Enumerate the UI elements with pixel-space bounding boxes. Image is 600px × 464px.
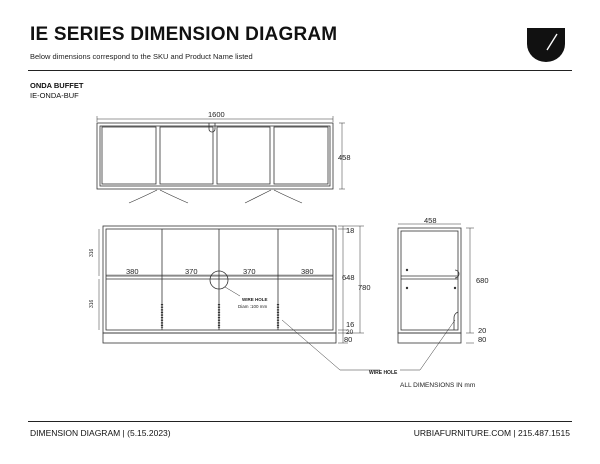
units-note: ALL DIMENSIONS IN mm [400,382,476,389]
wire-hole-side-label: WIRE HOLE [369,370,398,376]
dim-interior-height: 648 [342,273,355,282]
dim-upper-shelf: 316 [89,248,95,257]
dim-door-2: 370 [185,267,198,276]
page-subtitle: Below dimensions correspond to the SKU and Product Name listed [30,52,253,61]
dim-side-gap: 20 [478,326,487,335]
product-name: ONDA BUFFET [30,81,84,90]
wire-hole-front-label: WIRE HOLE [242,297,268,302]
dim-door-4: 380 [301,267,314,276]
footer-contact: URBIAFURNITURE.COM | 215.487.1515 [413,428,570,438]
dim-top-depth: 458 [338,153,351,162]
dim-bottom-thickness: 16 [346,320,355,329]
dim-base-gap: 20 [346,329,354,336]
footer-divider [28,421,572,422]
side-view [398,224,474,370]
dim-top-thickness: 18 [346,226,355,235]
product-sku: IE-ONDA-BUF [30,91,79,100]
top-view [97,116,345,203]
front-view [99,226,380,370]
footer-document-info: DIMENSION DIAGRAM | (5.15.2023) [30,428,171,438]
dim-door-1: 380 [126,267,139,276]
dim-plinth: 80 [344,335,353,344]
dim-side-height: 680 [476,276,489,285]
dim-door-3: 370 [243,267,256,276]
dim-lower-shelf: 316 [89,299,95,308]
dim-total-height: 780 [358,283,371,292]
dim-side-depth: 458 [424,216,437,225]
dim-top-width: 1600 [208,110,225,119]
page-title: IE SERIES DIMENSION DIAGRAM [30,24,338,45]
wire-hole-diameter: Diam :100 mm [238,304,268,309]
dim-side-plinth: 80 [478,335,487,344]
